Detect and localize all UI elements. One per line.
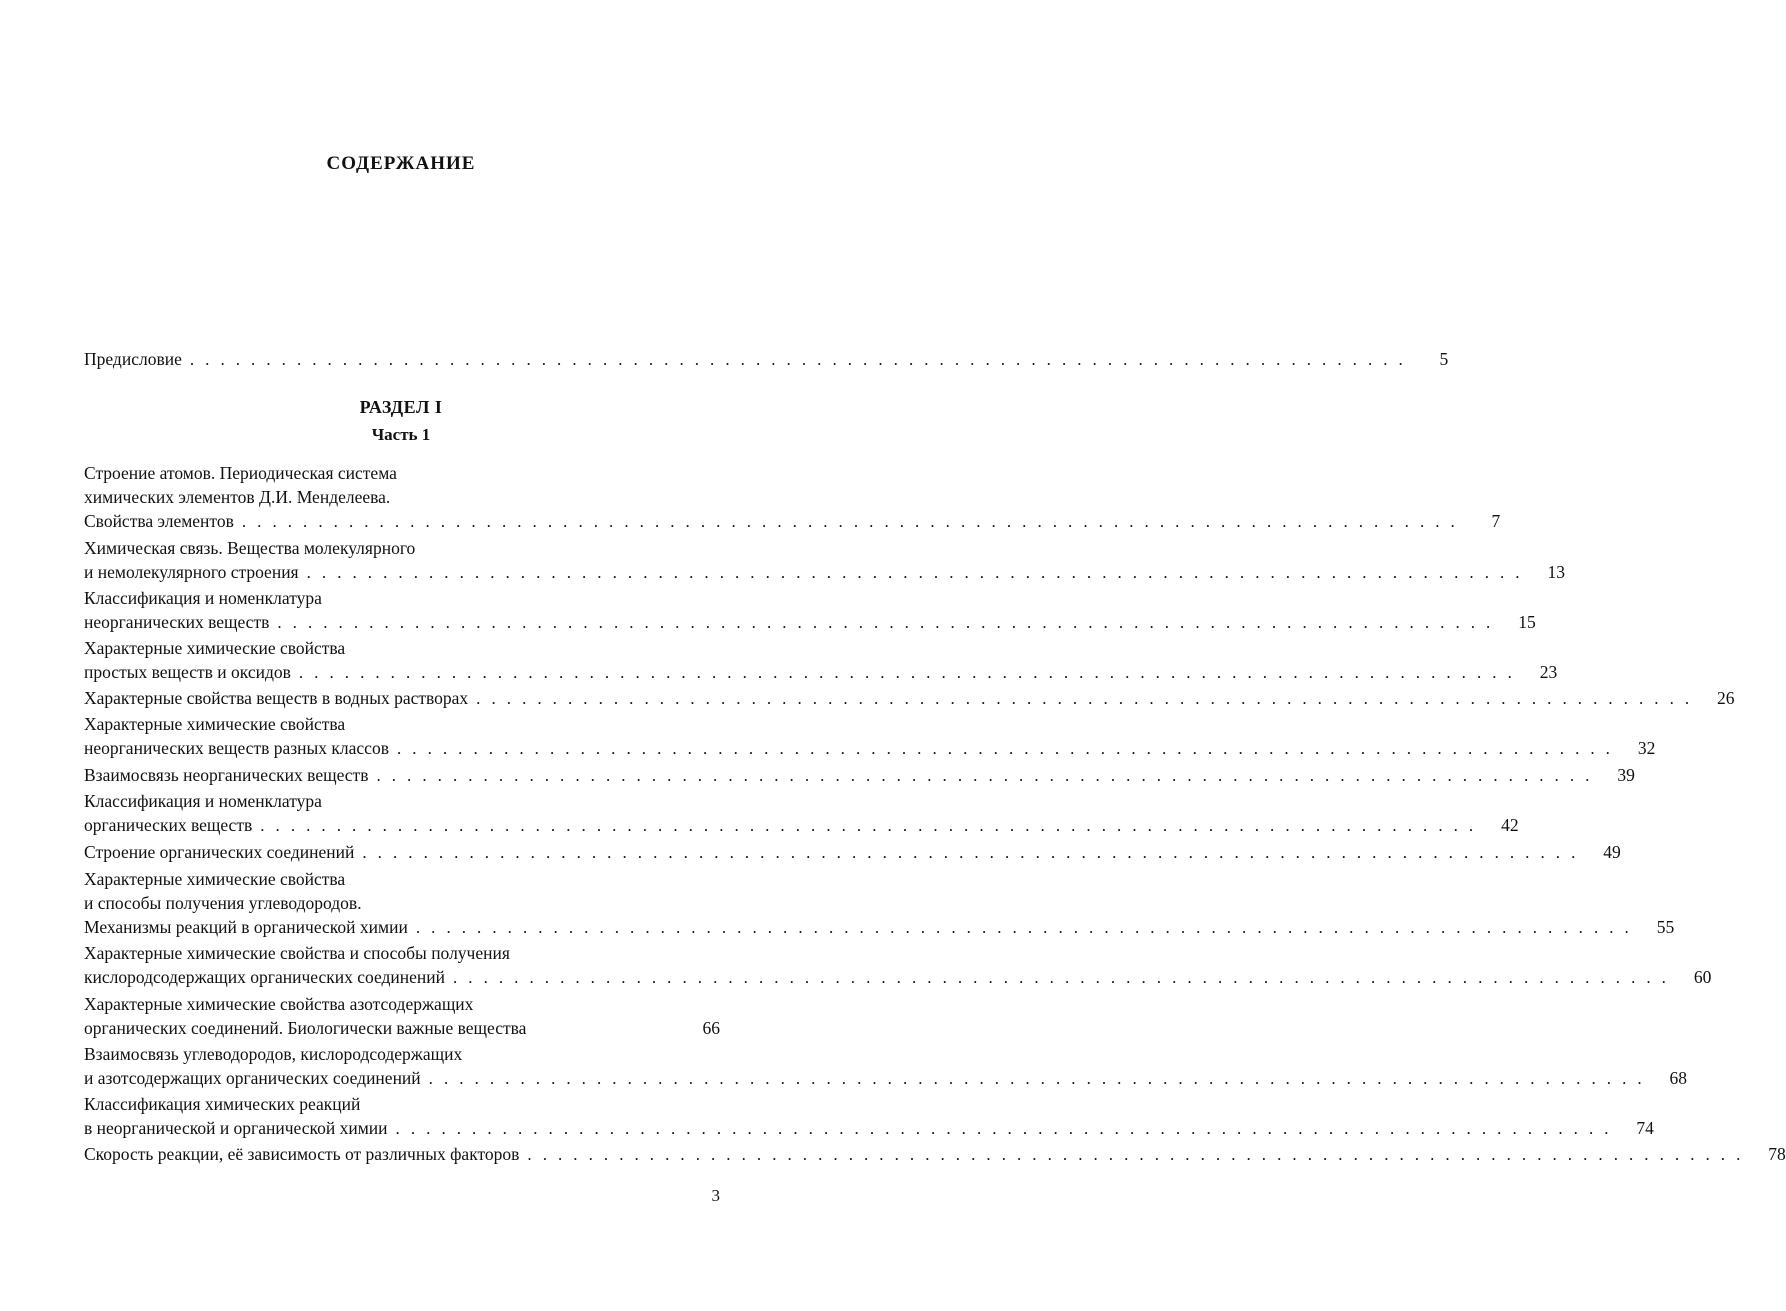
- page-number: 3: [711, 1186, 720, 1205]
- toc-page-number: 32: [1637, 738, 1656, 758]
- toc-page-number: 26: [1717, 688, 1735, 708]
- dot-leader: . . . . . . . . . . . . . . . . . . . . . . . . . . . . . . . . . . . . . . . . . . . . . . . . . . . . . . . . . . . . . . . . . . . . . . . . . . . . . . . .: [306, 563, 1523, 582]
- toc-entry-line: неорганических веществ разных классов: [84, 738, 389, 758]
- toc-entry-line: Предисловие: [84, 349, 182, 369]
- toc-entry-preface: [84, 347, 1449, 372]
- page-title: СОДЕРЖАНИЕ: [326, 153, 476, 174]
- dot-leader: . . . . . . . . . . . . . . . . . . . . . . . . . . . . . . . . . . . . . . . . . . . . . . . . . . . . . . . . . . . . . . . . . . . . . . . . . . . . . . . .: [452, 968, 1670, 987]
- toc-entry-line: Взаимосвязь углеводородов, кислородсодержащих: [84, 1044, 463, 1064]
- dot-leader: . . . . . . . . . . . . . . . . . . . . . . . . . . . . . . . . . . . . . . . . . . . . . . . . . . . . . . . . . . . . . . . . . . . . . . . . . . . . . . . .: [428, 1069, 1646, 1088]
- toc-entry-line: Характерные химические свойства и способы получения: [84, 943, 510, 963]
- toc-entry-line: Скорость реакции, её зависимость от различных факторов: [84, 1144, 520, 1164]
- toc-entry-line: Классификация химических реакций: [84, 1094, 361, 1114]
- toc-entry-line: Механизмы реакций в органической химии: [84, 917, 408, 937]
- dot-leader: . . . . . . . . . . . . . . . . . . . . . . . . . . . . . . . . . . . . . . . . . . . . . . . . . . . . . . . . . . . . . . . . . . . . . . . . . . . . . . . .: [527, 1145, 1744, 1164]
- toc-entry: [84, 763, 1635, 788]
- toc-page-number: 39: [1617, 765, 1635, 785]
- toc-entry: [84, 1042, 1688, 1091]
- toc-entry: [84, 867, 1675, 940]
- toc-entry-line: Характерные химические свойства: [84, 638, 346, 658]
- toc-page-number: 23: [1539, 662, 1558, 682]
- toc-entry-line: неорганических веществ: [84, 612, 270, 632]
- dot-leader: . . . . . . . . . . . . . . . . . . . . . . . . . . . . . . . . . . . . . . . . . . . . . . . . . . . . . . . . . . . . . . . . . . . . . . . . . . . . . . . .: [415, 918, 1633, 937]
- dot-leader: . . . . . . . . . . . . . . . . . . . . . . . . . . . . . . . . . . . . . . . . . . . . . . . . . . . . . . . . . . . . . . . . . . . . . . . . . . . . . . . .: [260, 816, 1477, 835]
- toc-entry: [84, 461, 1501, 534]
- dot-leader: . . . . . . . . . . . . . . . . . . . . . . . . . . . . . . . . . . . . . . . . . . . . . . . . . . . . . . . . . . . . . . . . . . . . . . . . . . . . . . . .: [189, 350, 1407, 369]
- toc-entry-line: простых веществ и оксидов: [84, 662, 291, 682]
- toc-page-number: 5: [1439, 349, 1449, 369]
- toc-entry-line: Характерные химические свойства азотсодержащих: [84, 994, 474, 1014]
- toc-entry-line: Взаимосвязь неорганических веществ: [84, 765, 369, 785]
- toc-entry: [84, 840, 1621, 865]
- toc-entry: [84, 686, 1735, 711]
- toc-entry-line: Характерные свойства веществ в водных растворах: [84, 688, 469, 708]
- toc-page-number: 74: [1636, 1118, 1654, 1138]
- toc-entry-line: кислородсодержащих органических соединений: [84, 967, 445, 987]
- toc-entry-line: и азотсодержащих органических соединений: [84, 1068, 421, 1088]
- toc-page-number: 78: [1768, 1144, 1786, 1164]
- toc-page-number: 55: [1656, 917, 1675, 937]
- toc-entry-line: и способы получения углеводородов.: [84, 893, 362, 913]
- toc-entry-line: Строение атомов. Периодическая система: [84, 463, 397, 483]
- dot-leader: . . . . . . . . . . . . . . . . . . . . . . . . . . . . . . . . . . . . . . . . . . . . . . . . . . . . . . . . . . . . . . . . . . . . . . . . . . . . . . . .: [396, 739, 1614, 758]
- toc-entry: [84, 1092, 1654, 1141]
- toc-entry-line: органических соединений. Биологически важные вещества: [84, 1018, 527, 1038]
- toc-page-number: 68: [1669, 1068, 1688, 1088]
- toc-page-number: 7: [1491, 511, 1501, 531]
- toc-entry-line: Классификация и номенклатура: [84, 588, 322, 608]
- dot-leader: . . . . . . . . . . . . . . . . . . . . . . . . . . . . . . . . . . . . . . . . . . . . . . . . . . . . . . . . . . . . . . . . . . . . . . . . . . . . . . . .: [298, 663, 1516, 682]
- toc-page-number: 66: [702, 1018, 720, 1038]
- toc-page-number: 60: [1693, 967, 1712, 987]
- toc-page-number: 13: [1547, 562, 1565, 582]
- dot-leader: . . . . . . . . . . . . . . . . . . . . . . . . . . . . . . . . . . . . . . . . . . . . . . . . . . . . . . . . . . . . . . . . . . . . . . . . . . . . . . . .: [362, 843, 1579, 862]
- toc-page-number: 15: [1518, 612, 1536, 632]
- toc-page-number: 42: [1501, 815, 1519, 835]
- dot-leader: . . . . . . . . . . . . . . . . . . . . . . . . . . . . . . . . . . . . . . . . . . . . . . . . . . . . . . . . . . . . . . . . . . . . . . . . . . . . . . . .: [395, 1119, 1612, 1138]
- toc-entry-line: Характерные химические свойства: [84, 714, 346, 734]
- toc-page-number: 49: [1603, 842, 1621, 862]
- toc-entry: [84, 712, 1656, 761]
- dot-leader: . . . . . . . . . . . . . . . . . . . . . . . . . . . . . . . . . . . . . . . . . . . . . . . . . . . . . . . . . . . . . . . . . . . . . . . . . . . . . . . .: [241, 512, 1459, 531]
- toc-entry-line: в неорганической и органической химии: [84, 1118, 388, 1138]
- toc-entry: [84, 636, 1558, 685]
- toc-entry-line: Классификация и номенклатура: [84, 791, 322, 811]
- toc-entry-line: химических элементов Д.И. Менделеева.: [84, 487, 391, 507]
- toc-entry-line: Свойства элементов: [84, 511, 234, 531]
- toc-entry: [84, 1142, 1786, 1167]
- toc-entry: [84, 586, 1536, 635]
- toc-entry: [84, 992, 720, 1040]
- section-title: РАЗДЕЛ I: [359, 397, 443, 417]
- toc-entry: [84, 941, 1712, 990]
- toc-entry-line: Характерные химические свойства: [84, 869, 346, 889]
- toc-entry: [84, 789, 1519, 838]
- section-part: Часть 1: [371, 425, 431, 444]
- toc-entry-line: органических веществ: [84, 815, 253, 835]
- toc-entry: [84, 536, 1565, 585]
- toc-entry-line: Химическая связь. Вещества молекулярного: [84, 538, 416, 558]
- dot-leader: . . . . . . . . . . . . . . . . . . . . . . . . . . . . . . . . . . . . . . . . . . . . . . . . . . . . . . . . . . . . . . . . . . . . . . . . . . . . . . . .: [376, 766, 1593, 785]
- dot-leader: . . . . . . . . . . . . . . . . . . . . . . . . . . . . . . . . . . . . . . . . . . . . . . . . . . . . . . . . . . . . . . . . . . . . . . . . . . . . . . . .: [277, 613, 1494, 632]
- toc-entry-line: Строение органических соединений: [84, 842, 355, 862]
- dot-leader: . . . . . . . . . . . . . . . . . . . . . . . . . . . . . . . . . . . . . . . . . . . . . . . . . . . . . . . . . . . . . . . . . . . . . . . . . . . . . . . .: [476, 689, 1693, 708]
- toc-entry-line: и немолекулярного строения: [84, 562, 299, 582]
